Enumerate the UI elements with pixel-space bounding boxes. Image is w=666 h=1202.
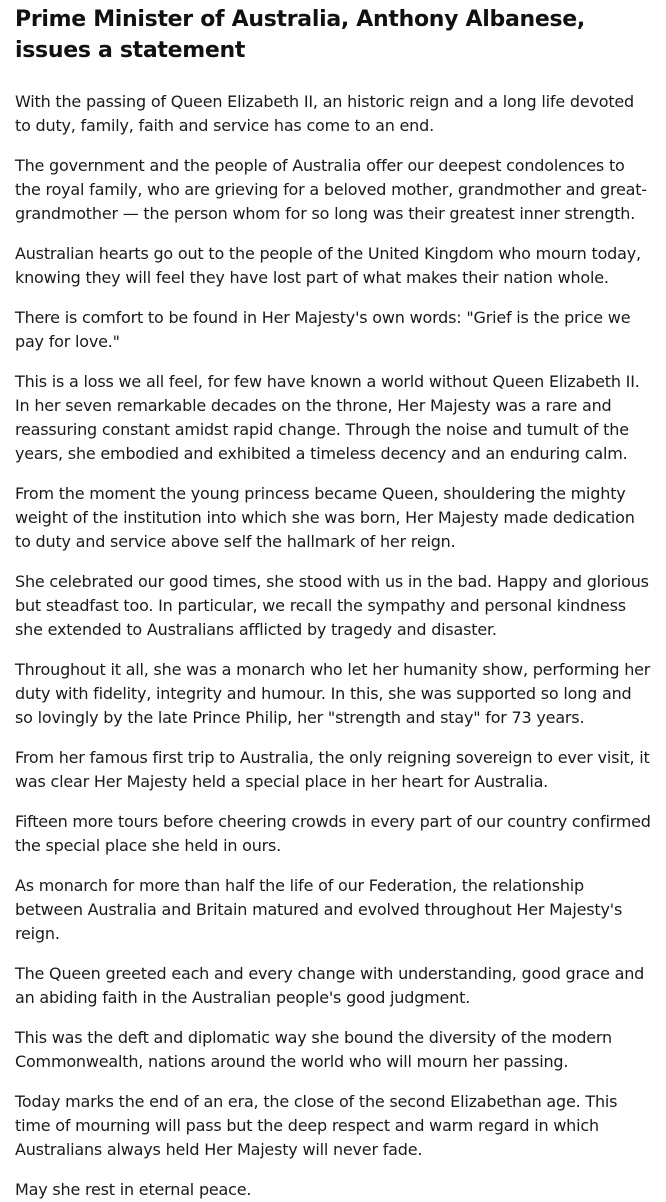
paragraph: Australian hearts go out to the people of the United Kingdom who mourn today, knowing they will feel they have lost part of what makes their nation whole. <box>15 244 641 287</box>
paragraph: She celebrated our good times, she stood with us in the bad. Happy and glorious but steadfast too. In particular, we recall the sympathy and personal kindness she extended to Australians afflicted by tragedy and disaster. <box>15 572 649 639</box>
paragraph: As monarch for more than half the life of our Federation, the relationship between Australia and Britain matured and evolved throughout Her Majesty's reign. <box>15 876 623 943</box>
article-body <box>0 4 666 1202</box>
paragraph: There is comfort to be found in Her Majesty's own words: "Grief is the price we pay for love." <box>15 308 631 351</box>
paragraph: With the passing of Queen Elizabeth II, an historic reign and a long life devoted to duty, family, faith and service has come to an end. <box>15 92 634 135</box>
paragraph: The Queen greeted each and every change with understanding, good grace and an abiding faith in the Australian people's good judgment. <box>15 964 645 1007</box>
paragraph: Today marks the end of an era, the close of the second Elizabethan age. This time of mourning will pass but the deep respect and warm regard in which Australians always held Her Majesty will never fade. <box>15 1092 618 1159</box>
article-headline: Prime Minister of Australia, Anthony Albanese, issues a statement <box>15 7 585 63</box>
paragraph: Throughout it all, she was a monarch who let her humanity show, performing her duty with fidelity, integrity and humour. In this, she was supported so long and so lovingly by the late Prince Philip, her "strength and stay" for 73 years. <box>15 660 651 727</box>
paragraph: From her famous first trip to Australia, the only reigning sovereign to ever visit, it was clear Her Majesty held a special place in her heart for Australia. <box>15 748 650 791</box>
paragraph: Fifteen more tours before cheering crowds in every part of our country confirmed the special place she held in ours. <box>15 812 651 855</box>
paragraph: May she rest in eternal peace. <box>15 1180 252 1199</box>
paragraph: From the moment the young princess became Queen, shouldering the mighty weight of the institution into which she was born, Her Majesty made dedication to duty and service above self the hallmark of her reign. <box>15 484 635 551</box>
paragraph: The government and the people of Australia offer our deepest condolences to the royal family, who are grieving for a beloved mother, grandmother and great-grandmother — the person whom for so long was their greatest inner strength. <box>15 156 647 223</box>
paragraph: This is a loss we all feel, for few have known a world without Queen Elizabeth II. In her seven remarkable decades on the throne, Her Majesty was a rare and reassuring constant amidst rapid change. Through the noise and tumult of the years, she embodied and exhibited a timeless decency and an enduring calm. <box>15 372 640 463</box>
paragraph: This was the deft and diplomatic way she bound the diversity of the modern Commonwealth, nations around the world who will mourn her passing. <box>15 1028 612 1071</box>
